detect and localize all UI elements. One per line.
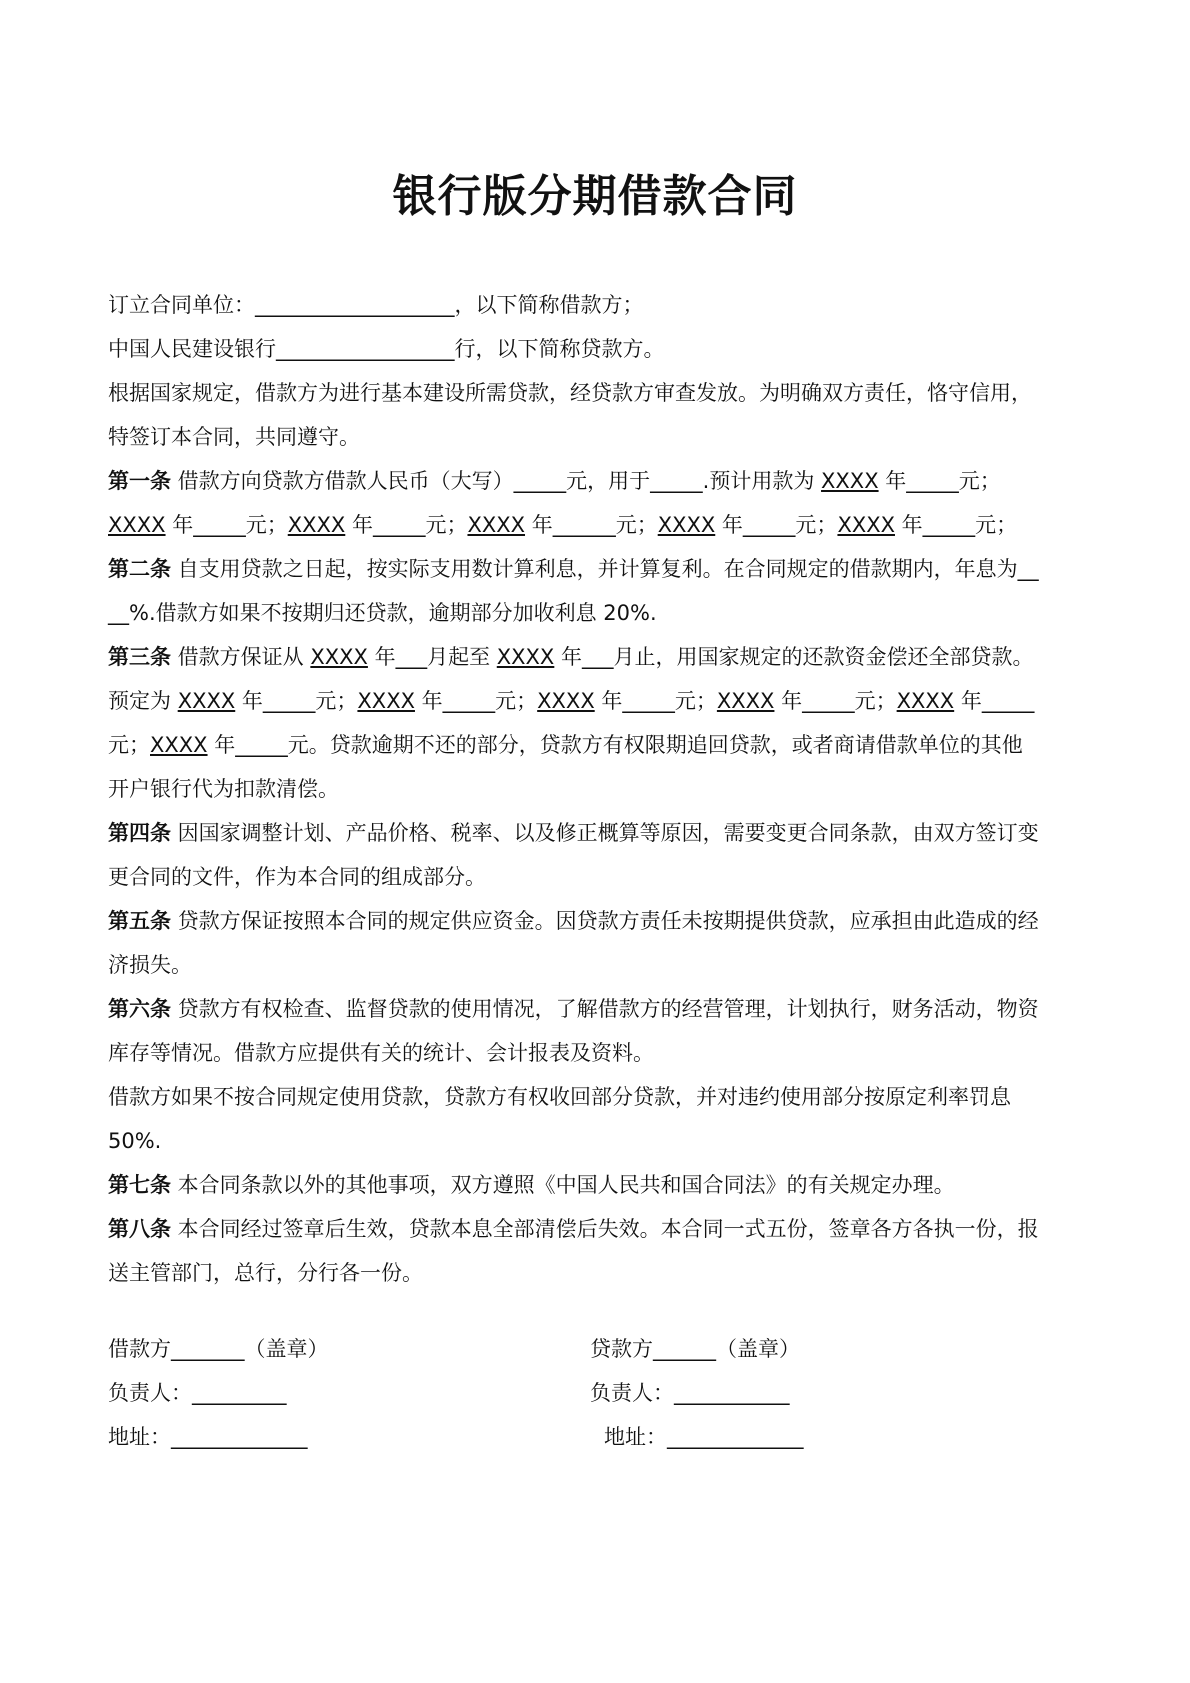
text-segment: 自支用贷款之日起，按实际支用数计算利息，并计算复利。在合同规定的借款期内，年息为__ [171,557,1039,581]
year-placeholder: XXXX [837,513,895,537]
contract-text-line [108,723,1093,767]
article-heading: 第五条 [108,909,171,933]
borrower-signature-block [108,1327,329,1459]
text-segment: 年_____ [954,689,1035,713]
text-segment: 借款方保证从 [171,645,311,669]
contract-text-line [108,1031,1093,1075]
year-placeholder: XXXX [537,689,595,713]
lender-person-in-charge: 负责人：___________ [590,1381,790,1405]
year-placeholder: XXXX [108,513,166,537]
text-segment: 本合同经过签章后生效，贷款本息全部清偿后失效。本合同一式五份，签章各方各执一份，报 [171,1217,1039,1241]
year-placeholder: XXXX [467,513,526,537]
text-segment: 年___月止，用国家规定的还款资金偿还全部贷款。 [554,645,1034,669]
article-heading: 第四条 [108,821,171,845]
year-placeholder: XXXX [287,513,346,537]
text-segment: 年_____元； [878,469,1001,493]
lender-seal-line: 贷款方______（盖章） [590,1337,800,1361]
contract-text-line [108,283,1093,327]
lender-signature-block [590,1327,804,1459]
text-segment: 开户银行代为扣款清偿。 [108,777,339,801]
text-segment: 年______元； [525,513,658,537]
year-placeholder: XXXX [177,689,236,713]
article-heading: 第七条 [108,1173,171,1197]
contract-text-line [108,899,1093,943]
article-heading: 第六条 [108,997,171,1021]
contract-text-line [108,1163,1093,1207]
text-segment: 年_____元； [345,513,468,537]
text-segment: 送主管部门，总行，分行各一份。 [108,1261,423,1285]
borrower-seal-line: 借款方_______（盖章） [108,1337,329,1361]
contract-text-line [108,547,1093,591]
contract-text-line [108,811,1093,855]
text-segment: 年_____元； [894,513,1018,537]
text-segment: 本合同条款以外的其他事项，双方遵照《中国人民共和国合同法》的有关规定办理。 [171,1173,955,1197]
text-segment: 年_____元； [414,689,538,713]
article-heading: 第八条 [108,1217,171,1241]
text-segment: 根据国家规定，借款方为进行基本建设所需贷款，经贷款方审查发放。为明确双方责任，恪守信用， [108,381,1032,405]
contract-text-line [108,1207,1093,1251]
text-segment: __%.借款方如果不按期归还贷款，逾期部分加收利息 20%. [108,601,657,625]
text-segment: 年_____元； [715,513,838,537]
year-placeholder: XXXX [357,689,415,713]
contract-text-line [108,415,1093,459]
article-heading: 第一条 [108,469,171,493]
borrower-address: 地址：_____________ [108,1425,308,1449]
text-segment: 订立合同单位：___________________，以下简称借款方； [108,293,644,317]
year-placeholder: XXXX [821,469,879,493]
contract-text-line [108,1075,1093,1119]
contract-text-line [108,327,1093,371]
contract-text-line [108,943,1093,987]
text-segment: 50%. [108,1129,162,1153]
lender-address: 地址：_____________ [604,1425,804,1449]
text-segment: 贷款方保证按照本合同的规定供应资金。因贷款方责任未按期提供贷款，应承担由此造成的经 [171,909,1039,933]
contract-text-line [108,1251,1093,1295]
text-segment: 贷款方有权检查、监督贷款的使用情况，了解借款方的经营管理，计划执行，财务活动，物资 [171,997,1039,1021]
contract-text-line [108,855,1093,899]
contract-text-line [108,503,1093,547]
contract-text-line [108,679,1093,723]
text-segment: 预定为 [108,689,178,713]
year-placeholder: XXXX [150,733,208,757]
text-segment: 年_____元； [774,689,897,713]
year-placeholder: XXXX [657,513,716,537]
contract-body [108,283,1093,1295]
text-segment: 借款方如果不按合同规定使用贷款，贷款方有权收回部分贷款，并对违约使用部分按原定利率罚息 [108,1085,1011,1109]
article-heading: 第三条 [108,645,171,669]
borrower-person-in-charge: 负责人：_________ [108,1381,287,1405]
year-placeholder: XXXX [896,689,955,713]
text-segment: 年___月起至 [367,645,497,669]
text-segment: 特签订本合同，共同遵守。 [108,425,360,449]
text-segment: 年_____元； [594,689,717,713]
contract-title: 银行版分期借款合同 [392,171,798,222]
text-segment: 因国家调整计划、产品价格、税率、以及修正概算等原因，需要变更合同条款，由双方签订变 [171,821,1039,845]
contract-text-line [108,1119,1093,1163]
text-segment: 年_____元； [165,513,288,537]
text-segment: 年_____元； [235,689,358,713]
text-segment: 中国人民建设银行_________________行，以下简称贷款方。 [108,337,665,361]
contract-text-line [108,459,1093,503]
text-segment: 济损失。 [108,953,192,977]
contract-text-line [108,767,1093,811]
contract-text-line [108,635,1093,679]
text-segment: 年_____元。贷款逾期不还的部分，贷款方有权限期追回贷款，或者商请借款单位的其他 [207,733,1023,757]
contract-text-line [108,371,1093,415]
contract-text-line [108,987,1093,1031]
contract-text-line [108,591,1093,635]
year-placeholder: XXXX [496,645,555,669]
text-segment: 元； [108,733,150,757]
year-placeholder: XXXX [310,645,368,669]
year-placeholder: XXXX [716,689,775,713]
text-segment: 更合同的文件，作为本合同的组成部分。 [108,865,486,889]
article-heading: 第二条 [108,557,171,581]
text-segment: 借款方向贷款方借款人民币（大写）_____元，用于_____.预计用款为 [171,469,822,493]
text-segment: 库存等情况。借款方应提供有关的统计、会计报表及资料。 [108,1041,654,1065]
